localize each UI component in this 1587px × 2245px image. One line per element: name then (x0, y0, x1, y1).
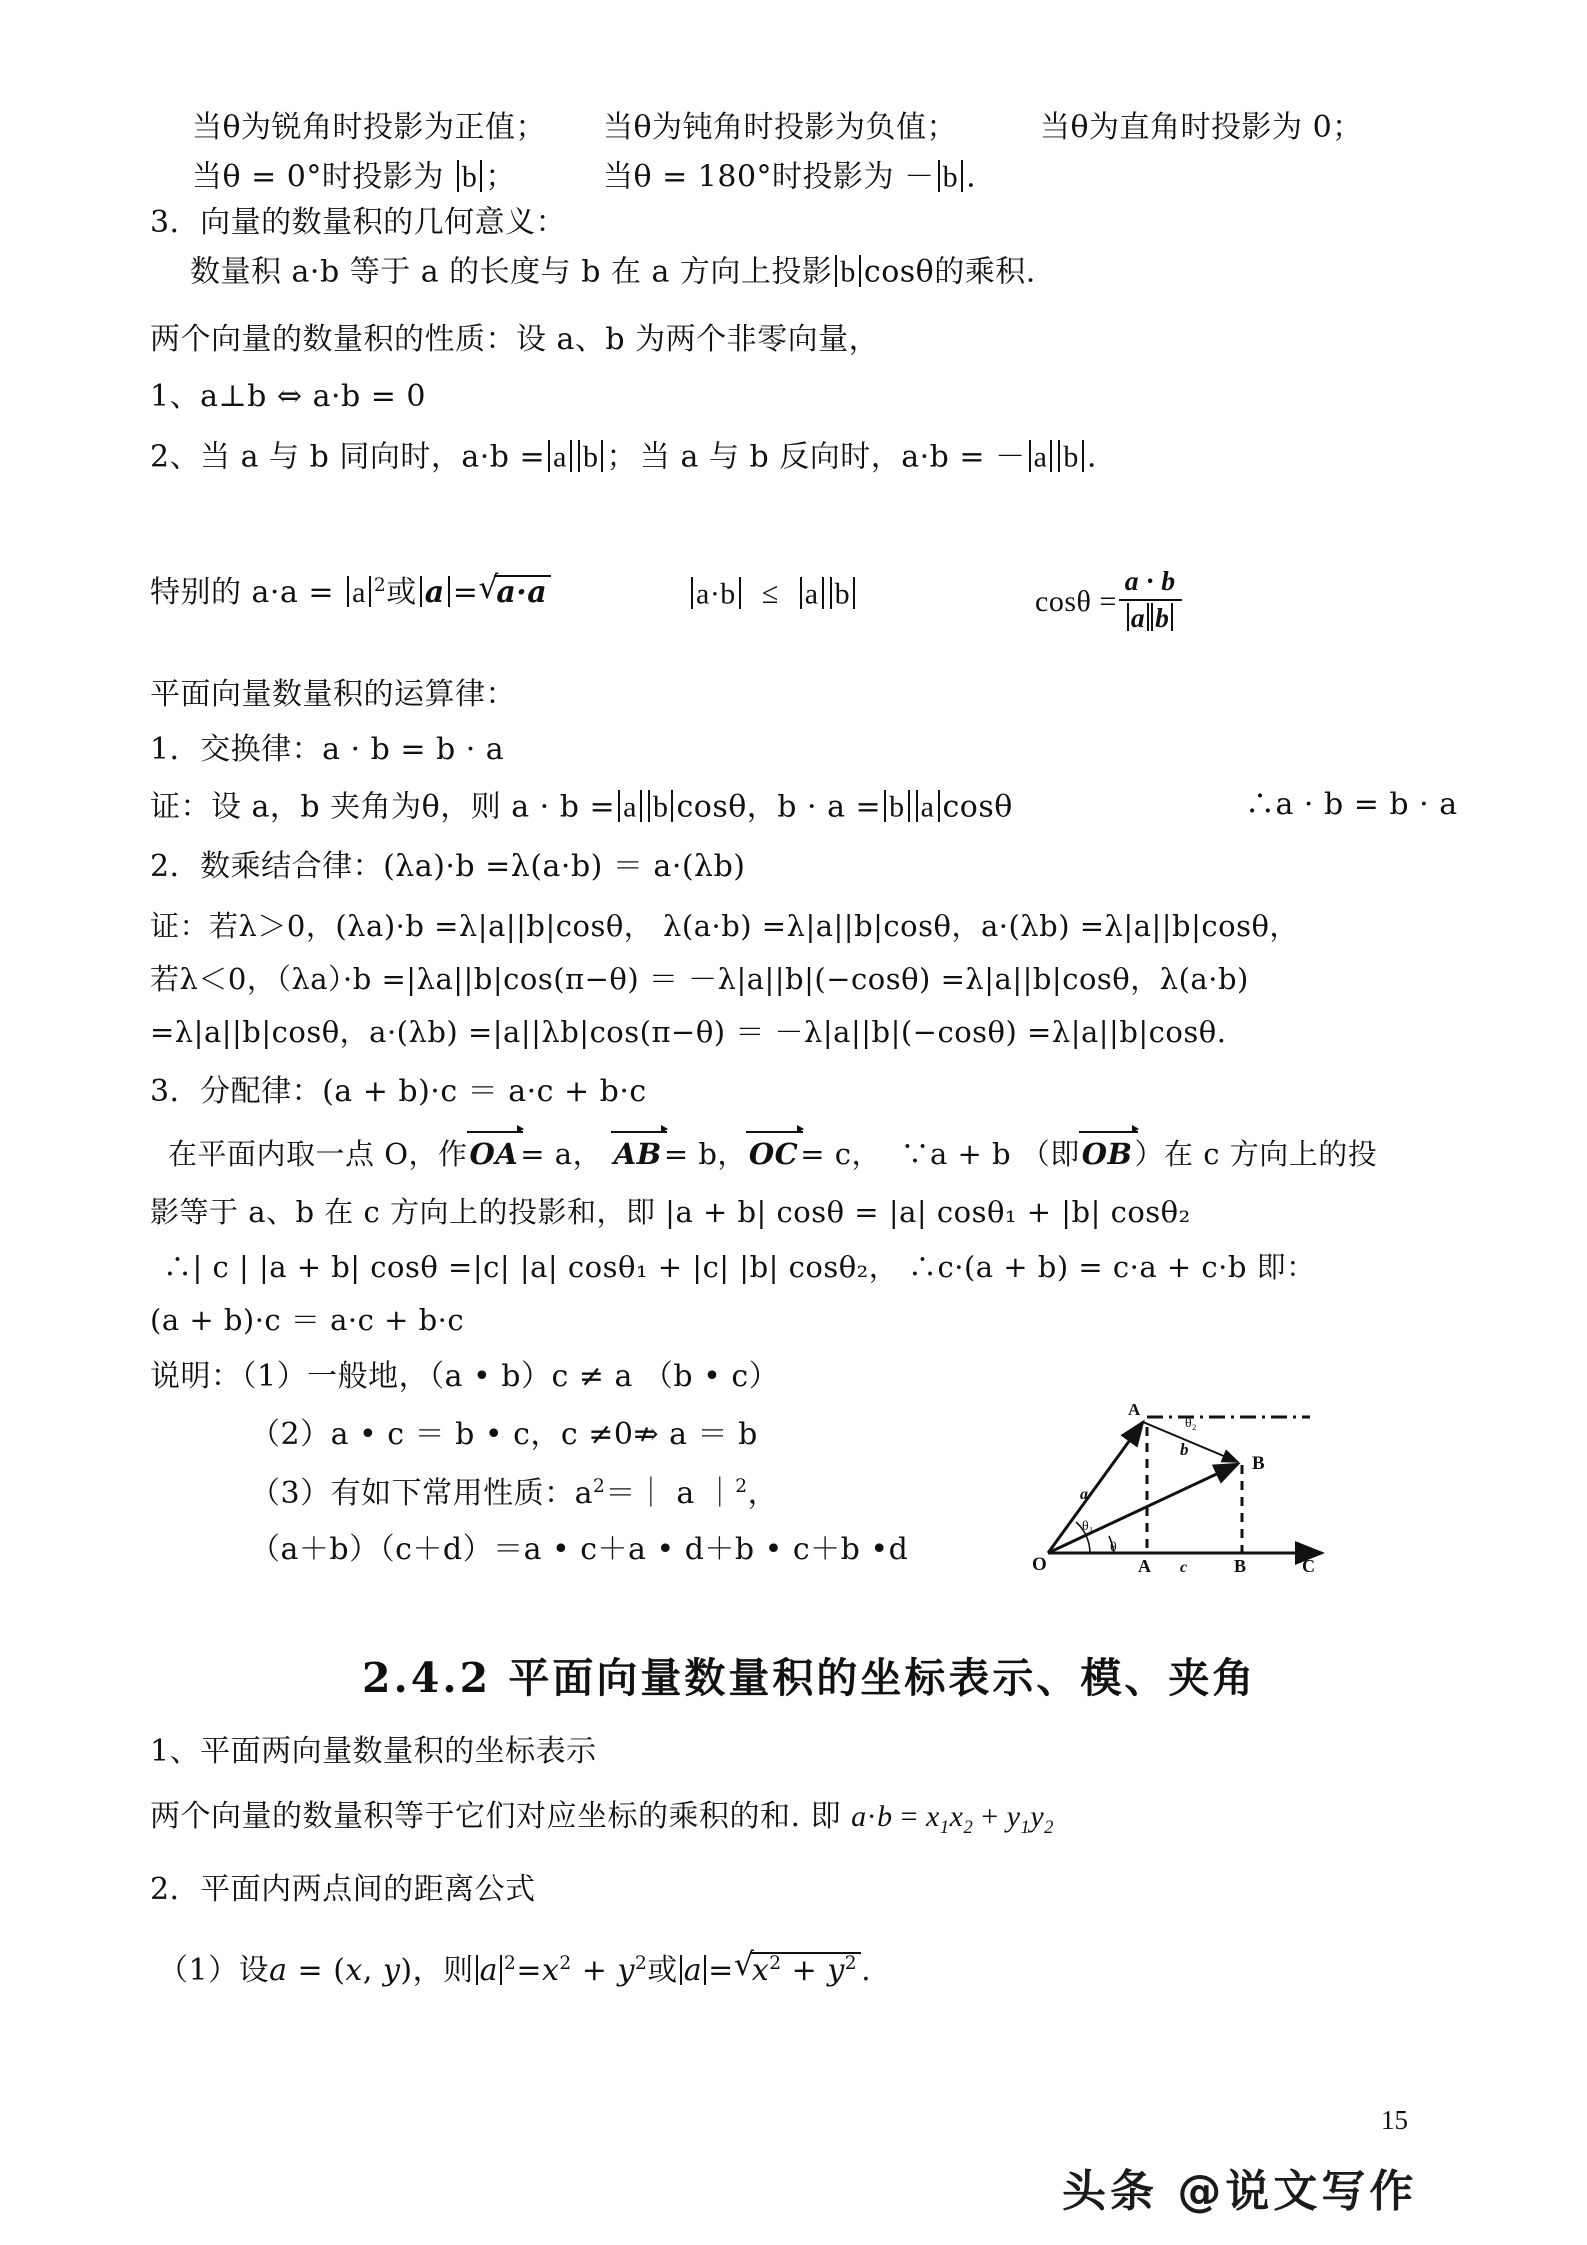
f-dot: · (866, 1800, 878, 1833)
projection-note-right: 当θ为直角时投影为 0； (1040, 110, 1363, 145)
projection-zero-punct: ； (485, 159, 516, 195)
f-plus: + (981, 1800, 999, 1833)
prop2-right-a: a (1033, 440, 1048, 474)
law-3-proof-line-4: (a + b)·c ＝ a·c + b·c (150, 1303, 465, 1337)
bar (853, 577, 855, 609)
property-2-right-text: 当 a 与 b 反向时，a·b = － (640, 439, 1026, 475)
abs-bar-right (480, 160, 482, 192)
bar (1127, 603, 1129, 631)
property-item-2-right (640, 439, 1097, 475)
item2-x2-sup: 2 (559, 1953, 572, 1974)
law-3-proof-line-1 (168, 1137, 1378, 1171)
sqrt-symbol-2 (734, 1952, 861, 1986)
item2-abs-a2: a (683, 1953, 703, 1988)
law1-proof-main: 证：设 a，b 夹角为θ，则 a · b = (150, 789, 616, 825)
prop2-left-a: a (553, 440, 567, 474)
section-item-1-title: 1、平面两向量数量积的坐标表示 (150, 1734, 597, 1769)
bar (1147, 603, 1149, 631)
f-eq: = (900, 1800, 919, 1833)
geometric-meaning-number: 3． (150, 205, 201, 240)
remarks-label: 说明： (150, 1359, 242, 1394)
cos-den-a: a (1130, 601, 1146, 633)
abs-bar-left (457, 160, 459, 192)
f-x2-sub: 2 (963, 1817, 974, 1838)
projection-180-punct: . (966, 159, 977, 195)
law-3-proof-line-3: ∴| c | |a + b| cosθ =|c| |a| cosθ₁ + |c| |b| cosθ₂， ∴c·(a + b) = c·a + c·b 即： (163, 1250, 1316, 1284)
label-point-o: O (1032, 1554, 1047, 1575)
label-vector-b: b (1180, 1440, 1189, 1459)
cos-denominator (1119, 599, 1182, 634)
bar (347, 576, 349, 608)
prop2-right-b: b (1063, 440, 1079, 474)
law3-post: ）在 c 方向上的投 (1134, 1137, 1378, 1171)
special-or: 或 (386, 575, 417, 610)
projection-note-180 (603, 159, 977, 195)
bar (800, 577, 802, 609)
remark-3-post: ， (747, 1476, 779, 1511)
bar (648, 790, 650, 822)
law1-a: a (623, 790, 637, 824)
item2-rad-x-sup: 2 (769, 1953, 782, 1974)
vector-ob: OB (1081, 1137, 1133, 1171)
item2-eq2: )，则 (400, 1953, 474, 1988)
law3-pre: 在平面内取一点 O，作 (168, 1137, 468, 1171)
remark-3-pre: （3）有如下常用性质：a (250, 1476, 593, 1511)
prop2-right-end: . (1086, 439, 1097, 475)
bar (1151, 603, 1153, 631)
item2-y2-sup: 2 (634, 1953, 648, 1974)
f-x2: x (949, 1800, 964, 1833)
bar (704, 1955, 706, 1985)
item2-sup-2: 2 (504, 1953, 517, 1974)
bar (916, 790, 918, 822)
bar (830, 577, 832, 609)
page-number: 15 (1381, 2105, 1408, 2135)
bar (618, 790, 620, 822)
item2-abs-a: a (479, 1953, 498, 1988)
remark-item-1: （1）一般地，（a • b）c ≠ a （b • c） (241, 1359, 780, 1394)
law3-ab-eq: = b， (663, 1137, 747, 1171)
property-special-pre: 特别的 a·a = (150, 575, 335, 610)
item2-rad-y: y (827, 1953, 845, 1988)
law-2-proof-line-2: 若λ＜0，（λa）·b =|λa||b|cos(π−θ) ＝ －λ|a||b|(−cosθ) =λ|a||b|cosθ，λ(a·b) (150, 962, 1249, 996)
law-2-statement: 2．数乘结合律：(λa)·b =λ(a·b) ＝ a·(λb) (150, 849, 746, 884)
bar (1082, 440, 1084, 472)
label-point-b-right: B (1252, 1453, 1265, 1474)
remark-3-mid: ＝｜ a ｜ (605, 1476, 736, 1511)
bar (739, 577, 741, 609)
item2-period: . (861, 1953, 872, 1988)
ineq-sign: ≤ (761, 577, 779, 611)
vector-oa: OA (469, 1137, 519, 1171)
bar (500, 1955, 502, 1985)
section-item-1-body (150, 1799, 1054, 1838)
bar (578, 440, 580, 472)
cos-den-b: b (1155, 601, 1170, 633)
property-item-2-left (150, 439, 637, 475)
law1-b: b (652, 790, 669, 824)
bar (548, 440, 550, 472)
label-point-a-axis: A (1138, 1556, 1151, 1575)
abs-bar-right-180 (961, 160, 963, 192)
projection-note-180-text: 当θ = 180°时投影为 － (603, 159, 935, 195)
cos-label: cosθ = (1035, 584, 1117, 618)
item2-pre: （1）设 (158, 1953, 270, 1988)
special-sqrt-content: a·a (494, 575, 551, 608)
vector-a-line (1048, 1422, 1143, 1553)
special-a: a (352, 576, 366, 609)
label-vector-c: c (1180, 1559, 1188, 1575)
item2-eq3: = (516, 1953, 542, 1988)
law-1-conclusion: ∴a · b = b · a (1245, 787, 1458, 822)
law3-oc-eq: = c， (800, 1137, 882, 1171)
law3-therefore: ∵a + b （即 (900, 1137, 1080, 1171)
bar (938, 790, 940, 822)
item2-a: a (269, 1953, 288, 1988)
remark-3-sup-2: 2 (735, 1476, 748, 1497)
section-item-2-line (158, 1952, 871, 1986)
law-3-proof-line-2: 影等于 a、b 在 c 方向上的投影和，即 |a + b| cosθ = |a| cosθ₁ + |b| cosθ₂ (150, 1195, 1191, 1229)
item2-or: 或 (647, 1953, 678, 1988)
f-x1: x (926, 1800, 940, 1833)
item2-comma: , (362, 1953, 373, 1988)
ineq-ab: a·b (696, 577, 736, 611)
geometric-meaning-heading (150, 205, 567, 240)
remarks-line-1 (150, 1359, 780, 1394)
item2-eq1: = ( (297, 1953, 346, 1988)
sqrt-symbol (478, 575, 551, 608)
f-y2-sub: 2 (1044, 1817, 1054, 1838)
item1-body-pre: 两个向量的数量积等于它们对应坐标的乘积的和. 即 (150, 1799, 842, 1834)
geometric-meaning-body-pre: 数量积 a·b 等于 a 的长度与 b 在 a 方向上投影 (190, 254, 833, 290)
vector-ab: AB (613, 1137, 662, 1171)
f-b: b (877, 1800, 893, 1833)
bar (640, 790, 642, 822)
properties-lead: 两个向量的数量积的性质：设 a、b 为两个非零向量， (150, 322, 880, 357)
property-special (150, 575, 551, 608)
law1-a2: a (920, 790, 935, 824)
remark-3-sup-1: 2 (592, 1476, 606, 1497)
bar (448, 576, 450, 608)
bar (369, 576, 371, 608)
vector-sum-line (1048, 1464, 1238, 1553)
bar (601, 440, 603, 472)
ineq-a: a (804, 577, 819, 611)
law1-b2: b (889, 790, 905, 824)
item2-x: x (345, 1953, 363, 1988)
remark-item-2: （2）a • c ＝ b • c，c ≠0⇏ a ＝ b (250, 1417, 758, 1452)
f-y1-sub: 1 (1020, 1817, 1031, 1838)
bar (680, 1955, 682, 1985)
item2-radicand (750, 1952, 861, 1986)
item2-x2: x (541, 1953, 560, 1988)
watermark: 头条 @说文写作 (1062, 2166, 1418, 2217)
abs-bar-left-180 (938, 160, 940, 192)
operation-laws-title: 平面向量数量积的运算律： (150, 677, 516, 712)
projection-note-zero-text: 当θ = 0°时投影为 (192, 159, 444, 195)
bar (420, 576, 422, 608)
cos-numerator: a · b (1124, 565, 1176, 596)
bar (476, 1955, 478, 1985)
bar (570, 440, 572, 472)
item2-rad-x: x (751, 1953, 770, 1988)
bar (822, 577, 824, 609)
bar (671, 790, 673, 822)
projection-zero-value: b (461, 160, 478, 194)
bar (1171, 603, 1173, 631)
ineq-b: b (834, 577, 851, 611)
label-angle-theta1: θ₁ (1082, 1519, 1094, 1534)
property-2-left-text: 2、当 a 与 b 同向时，a·b = (150, 439, 546, 475)
vector-distributive-law-diagram (1010, 1375, 1350, 1575)
special-exponent: 2 (373, 575, 387, 596)
label-angle-theta2: θ₂ (1185, 1416, 1197, 1431)
bar (691, 577, 693, 609)
bar (884, 790, 886, 822)
item2-y: y (382, 1953, 401, 1988)
projection-note-obtuse: 当θ为钝角时投影为负值； (603, 110, 958, 145)
item1-formula (851, 1800, 1054, 1838)
law-1-proof (150, 789, 1013, 825)
remark-item-4: （a＋b）（c＋d）＝a • c＋a • d＋b • c＋b •d (250, 1532, 909, 1567)
abs-bar-left-gm (835, 255, 837, 287)
bar (908, 790, 910, 822)
law-2-proof-line-3: =λ|a||b|cosθ，a·(λb) =|a||λb|cos(π−θ) ＝ －λ|a||b|(−cosθ) =λ|a||b|cosθ. (150, 1015, 1227, 1049)
law-3-statement: 3．分配律：(a + b)·c ＝ a·c + b·c (150, 1074, 647, 1109)
vector-oc: OC (748, 1137, 799, 1171)
property-inequality (688, 577, 858, 609)
prop2-left-b: b (582, 440, 599, 474)
f-y1: y (1006, 1800, 1021, 1833)
section-heading-242: 2.4.2 平面向量数量积的坐标表示、模、夹角 (362, 1654, 1257, 1702)
f-a: a (851, 1800, 867, 1833)
projection-180-value: b (942, 160, 959, 194)
geometric-meaning-title: 向量的数量积的几何意义： (200, 205, 567, 240)
law1-cos: cosθ，b · a = (676, 789, 882, 825)
bar (1029, 440, 1031, 472)
label-vector-a: a (1080, 1486, 1088, 1503)
item2-rad-y-sup: 2 (844, 1953, 858, 1974)
law1-cos2: cosθ (942, 789, 1013, 825)
bar (1058, 440, 1060, 472)
label-point-a-top: A (1128, 1400, 1141, 1419)
item2-eq4: = (708, 1953, 734, 1988)
remark-item-3 (250, 1478, 778, 1509)
label-angle-theta: θ (1110, 1540, 1117, 1555)
item2-plus: + (581, 1953, 608, 1988)
diagram-svg (1010, 1375, 1350, 1575)
projection-note-acute: 当θ为锐角时投影为正值； (192, 110, 547, 145)
special-a2: a (424, 575, 445, 610)
geometric-meaning-body-post: cosθ的乘积. (863, 254, 1036, 290)
f-y2: y (1030, 1800, 1045, 1833)
label-point-b-axis: B (1234, 1556, 1247, 1575)
abs-bar-right-gm (859, 255, 861, 287)
section-item-2-title: 2．平面内两点间的距离公式 (150, 1872, 536, 1907)
item2-y2: y (617, 1953, 635, 1988)
item2-rad-plus: + (791, 1953, 818, 1988)
cos-fraction (1119, 566, 1182, 634)
law-1-statement: 1．交换律：a · b = b · a (150, 732, 505, 767)
law-2-proof-line-1: 证：若λ＞0，(λa)·b =λ|a||b|cosθ， λ(a·b) =λ|a||b|cosθ，a·(λb) =λ|a||b|cosθ， (150, 909, 1299, 943)
geometric-meaning-body (190, 254, 1036, 290)
projection-note-zero (192, 159, 516, 195)
bar (1050, 440, 1052, 472)
cosine-formula (1035, 565, 1184, 636)
f-x1-sub: 1 (939, 1817, 950, 1838)
prop2-left-end: ； (606, 439, 637, 475)
property-item-1: 1、a⊥b ⇔ a·b = 0 (150, 379, 427, 414)
geometric-meaning-abs: b (840, 255, 856, 289)
special-eq: = (452, 575, 479, 610)
label-point-c-axis: C (1302, 1556, 1315, 1575)
law3-oa-eq: = a， (520, 1137, 603, 1171)
